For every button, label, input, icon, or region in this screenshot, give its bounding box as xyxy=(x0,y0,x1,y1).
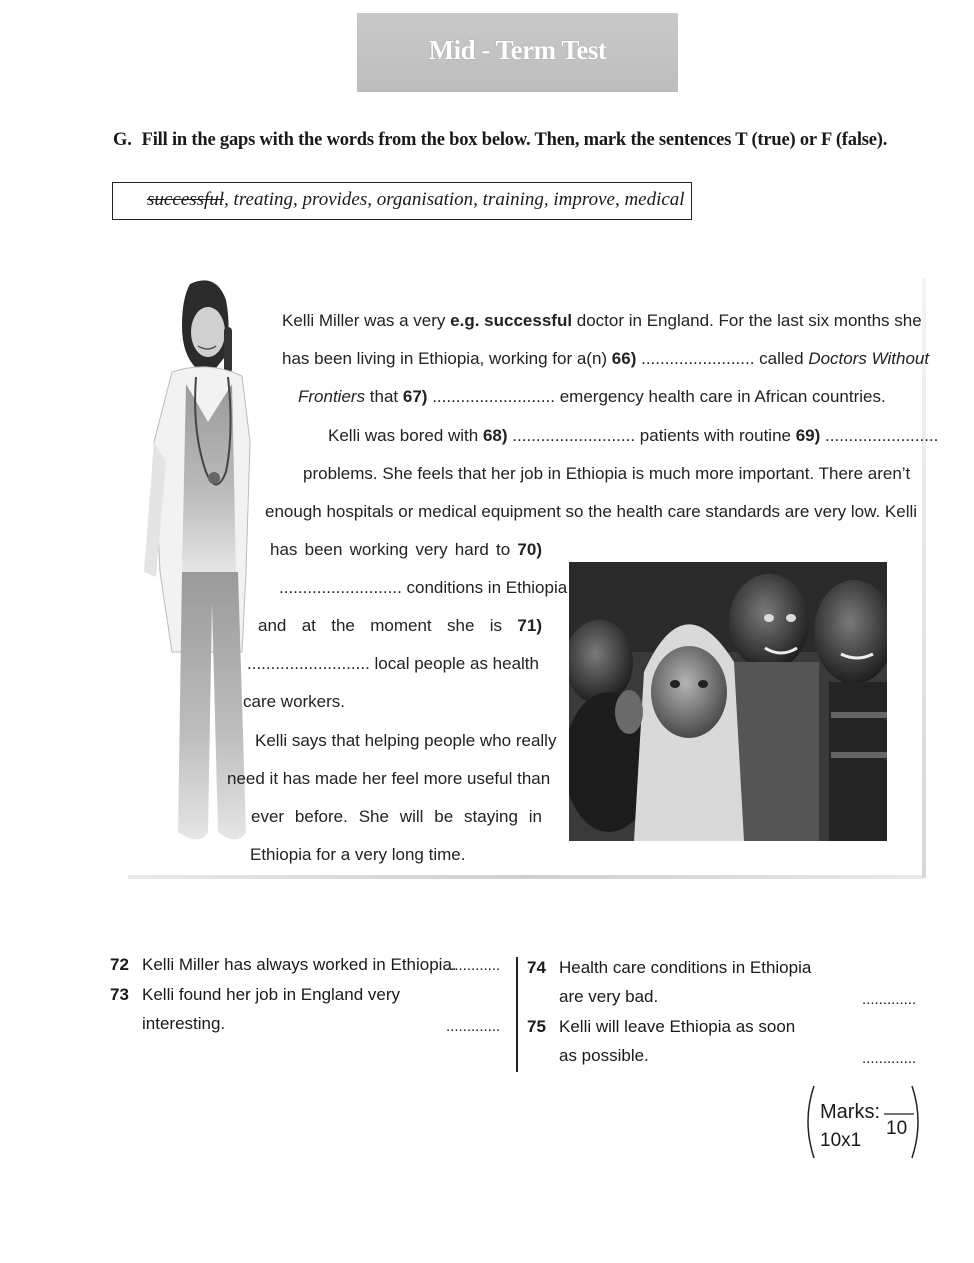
gap-number-66: 66) xyxy=(611,349,637,368)
reading-italic: Doctors Without xyxy=(808,349,930,368)
question-text: Kelli Miller has always worked in Ethiopia. xyxy=(142,955,457,974)
gap-number-69: 69) xyxy=(795,426,821,445)
reading-text: that xyxy=(365,387,403,406)
reading-line-12: Kelli says that helping people who really xyxy=(255,731,557,750)
question-text-continued: interesting. xyxy=(142,1014,226,1033)
reading-line-15: Ethiopia for a very long time. xyxy=(250,845,466,864)
question-text-continued: are very bad. xyxy=(559,987,659,1006)
reading-text: Kelli was bored with xyxy=(328,426,483,445)
question-text-continued: as possible. xyxy=(559,1046,649,1065)
gap-67[interactable]: .......................... emergency health care in African countries. xyxy=(427,387,886,406)
exercise-instruction xyxy=(113,130,887,151)
children-photo xyxy=(569,562,887,841)
gap-70-line[interactable]: .......................... conditions in Ethiopia xyxy=(279,578,568,597)
question-number: 74 xyxy=(527,958,546,977)
word-box xyxy=(112,182,692,220)
reading-text: has been working very hard to xyxy=(270,540,518,559)
reading-text: and at the moment she is xyxy=(258,616,518,635)
word-box-text xyxy=(147,189,685,211)
gap-71-line[interactable]: .......................... local people as health xyxy=(247,654,539,673)
question-number: 72 xyxy=(110,955,129,974)
example-answer: e.g. successful xyxy=(450,311,573,330)
marks-box xyxy=(800,1082,928,1160)
reading-line-11: care workers. xyxy=(243,692,346,711)
gap-number-67: 67) xyxy=(402,387,428,406)
reading-line-4 xyxy=(328,426,938,446)
exercise-letter: G. xyxy=(113,130,132,150)
question-number: 73 xyxy=(110,985,129,1004)
reading-line-6: enough hospitals or medical equipment so the health care standards are very low. Kelli xyxy=(265,502,918,521)
column-divider xyxy=(516,957,518,1072)
gap-69[interactable]: ........................ xyxy=(820,426,939,445)
reading-line-3 xyxy=(298,387,886,407)
word-list: , treating, provides, organisation, training, improve, medical xyxy=(224,189,685,210)
reading-bottom-shadow xyxy=(128,875,923,879)
marks-total: 10 xyxy=(886,1118,908,1139)
reading-line-7 xyxy=(270,540,542,560)
answer-blank[interactable]: ............. xyxy=(446,957,501,974)
marks-label: Marks: xyxy=(820,1101,880,1123)
answer-blank[interactable]: ............. xyxy=(446,1018,501,1035)
reading-line-13: need it has made her feel more useful than xyxy=(227,769,551,788)
answer-blank[interactable]: ............. xyxy=(862,991,917,1008)
question-number: 75 xyxy=(527,1017,546,1036)
instruction-text: Fill in the gaps with the words from the box below. Then, mark the sentences T (true) or F (false). xyxy=(141,130,888,150)
reading-line-9 xyxy=(258,616,542,636)
reading-line-2 xyxy=(282,349,929,369)
reading-line-5: problems. She feels that her job in Ethiopia is much more important. There aren’t xyxy=(303,464,911,483)
marks-multiplier: 10x1 xyxy=(820,1130,862,1151)
reading-text: doctor in England. For the last six months she xyxy=(572,311,922,330)
reading-line-14: ever before. She will be staying in xyxy=(251,807,542,826)
title-banner xyxy=(357,13,678,92)
gap-number-70: 70) xyxy=(517,540,542,559)
gap-66[interactable]: ........................ called xyxy=(636,349,809,368)
question-text: Kelli found her job in England very xyxy=(142,985,400,1004)
gap-number-68: 68) xyxy=(482,426,508,445)
reading-text: Kelli Miller was a very xyxy=(282,311,451,330)
question-text: Kelli will leave Ethiopia as soon xyxy=(559,1017,796,1036)
answer-blank[interactable]: ............. xyxy=(862,1050,917,1067)
reading-line-1 xyxy=(282,311,922,331)
reading-italic: Frontiers xyxy=(298,387,366,406)
reading-text: has been living in Ethiopia, working for a(n) xyxy=(282,349,612,368)
gap-number-71: 71) xyxy=(517,616,542,635)
gap-68[interactable]: .......................... patients with routine xyxy=(507,426,796,445)
example-word: successful xyxy=(147,189,225,210)
page-title: Mid - Term Test xyxy=(428,35,607,65)
question-text: Health care conditions in Ethiopia xyxy=(559,958,812,977)
